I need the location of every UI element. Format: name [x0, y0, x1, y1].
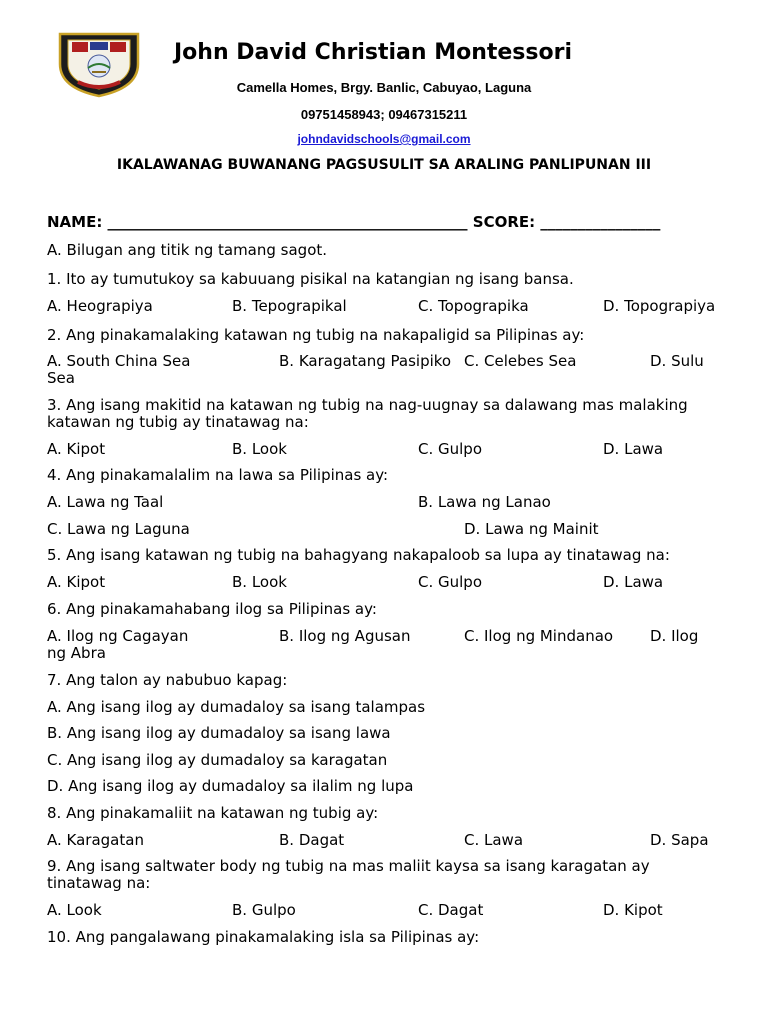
school-email-link[interactable]: johndavidschools@gmail.com [297, 132, 471, 146]
school-phone: 09751458943; 09467315211 [300, 107, 468, 122]
answer-option: D. Lawa ng Mainit [464, 520, 599, 538]
answer-option: A. Lawa ng Taal [47, 493, 164, 511]
answer-option: A. Ang isang ilog ay dumadaloy sa isang talampas [47, 698, 426, 716]
answer-option: D. Lawa [603, 573, 664, 591]
answer-option: B. Lawa ng Lanao [418, 493, 551, 511]
answer-option: A. Kipot [47, 573, 106, 591]
answer-option: C. Topograpika [418, 297, 529, 315]
answer-option: B. Karagatang Pasipiko [279, 352, 452, 370]
answer-option: C. Lawa ng Laguna [47, 520, 190, 538]
answer-option: D. Sapa [650, 831, 709, 849]
answer-option: A. Karagatan [47, 831, 144, 849]
answer-option: A. Heograpiya [47, 297, 153, 315]
answer-option: A. South China Sea [47, 352, 191, 370]
question-text: 2. Ang pinakamalaking katawan ng tubig na nakapaligid sa Pilipinas ay: [47, 326, 585, 344]
school-name: John David Christian Montessori [174, 40, 572, 65]
answer-option: A. Kipot [47, 440, 106, 458]
question-text: 3. Ang isang makitid na katawan ng tubig na nag-uugnay sa dalawang mas malaking katawan ng tubig ay tinatawag na: [47, 396, 688, 431]
answer-option: D. Lawa [603, 440, 664, 458]
answer-option: B. Gulpo [232, 901, 296, 919]
question-text: 1. Ito ay tumutukoy sa kabuuang pisikal na katangian ng isang bansa. [47, 270, 574, 288]
answer-option: C. Ang isang ilog ay dumadaloy sa karagatan [47, 751, 388, 769]
question-text: 9. Ang isang saltwater body ng tubig na mas maliit kaysa sa isang karagatan ay tinatawag na: [47, 857, 650, 892]
instructions: A. Bilugan ang titik ng tamang sagot. [47, 241, 328, 259]
answer-option: B. Dagat [279, 831, 345, 849]
school-address: Camella Homes, Brgy. Banlic, Cabuyao, Laguna [236, 80, 532, 95]
answer-option: C. Gulpo [418, 440, 483, 458]
answer-option: D. Topograpiya [603, 297, 716, 315]
answer-option: C. Ilog ng Mindanao [464, 627, 614, 645]
answer-option: A. Ilog ng Cagayan [47, 627, 189, 645]
name-score-line: NAME: ________________________________________________ SCORE: ________________ [47, 213, 661, 231]
answer-option: C. Lawa [464, 831, 524, 849]
answer-option: D. Kipot [603, 901, 663, 919]
answer-option: B. Look [232, 573, 287, 591]
answer-option: C. Dagat [418, 901, 484, 919]
answer-option: D. Ang isang ilog ay dumadaloy sa ilalim ng lupa [47, 777, 414, 795]
exam-title: IKALAWANAG BUWANANG PAGSUSULIT SA ARALING PANLIPUNAN III [116, 157, 652, 173]
question-text: 6. Ang pinakamahabang ilog sa Pilipinas ay: [47, 600, 377, 618]
question-text: 8. Ang pinakamaliit na katawan ng tubig ay: [47, 804, 379, 822]
question-text: 10. Ang pangalawang pinakamalaking isla sa Pilipinas ay: [47, 928, 480, 946]
question-text: 7. Ang talon ay nabubuo kapag: [47, 671, 288, 689]
question-text: 5. Ang isang katawan ng tubig na bahagyang nakapaloob sa lupa ay tinatawag na: [47, 546, 670, 564]
answer-option: C. Celebes Sea [464, 352, 577, 370]
answer-option: B. Ilog ng Agusan [279, 627, 411, 645]
answer-option: C. Gulpo [418, 573, 483, 591]
answer-option: D. Ilog [650, 627, 699, 645]
answer-option: B. Look [232, 440, 287, 458]
answer-option-continued: ng Abra [47, 644, 106, 662]
answer-option: A. Look [47, 901, 102, 919]
question-text: 4. Ang pinakamalalim na lawa sa Pilipinas ay: [47, 466, 389, 484]
answer-option: D. Sulu [650, 352, 704, 370]
answer-option-continued: Sea [47, 369, 75, 387]
answer-option: B. Ang isang ilog ay dumadaloy sa isang lawa [47, 724, 391, 742]
answer-option: B. Tepograpikal [232, 297, 347, 315]
